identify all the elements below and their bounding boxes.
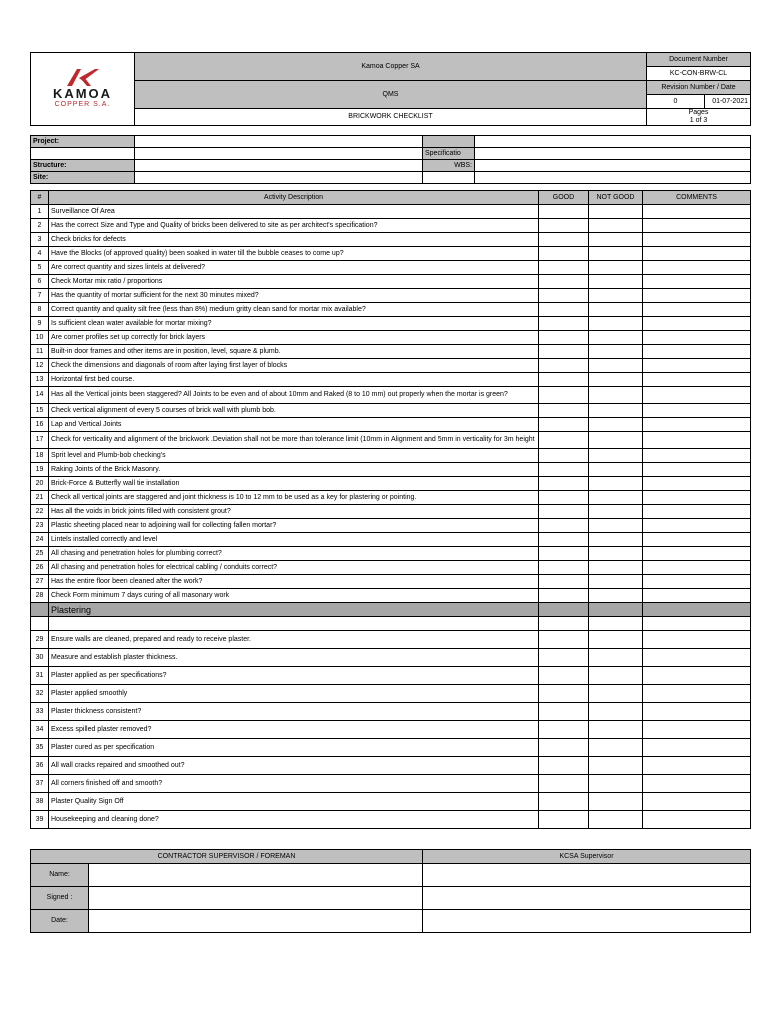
checklist-row [31, 491, 751, 505]
item-number: 33 [31, 703, 49, 721]
structure-field[interactable] [135, 160, 423, 172]
comments-cell[interactable] [643, 331, 751, 345]
not-good-check-cell[interactable] [589, 757, 643, 775]
item-description: Has the quantity of mortar sufficient for the next 30 minutes mixed? [49, 289, 539, 303]
item-number: 21 [31, 491, 49, 505]
item-number: 36 [31, 757, 49, 775]
item-description: Has the correct Size and Type and Quality of bricks been delivered to site as per architect's specification? [49, 219, 539, 233]
activity-checklist [30, 190, 751, 829]
item-description: Surveillance Of Area [49, 205, 539, 219]
item-description: Plaster Quality Sign Off [49, 793, 539, 811]
good-check-cell[interactable] [539, 233, 589, 247]
item-number: 24 [31, 533, 49, 547]
item-description: Check vertical alignment of every 5 courses of brick wall with plumb bob. [49, 404, 539, 418]
item-number: 15 [31, 404, 49, 418]
not-good-check-cell[interactable] [589, 331, 643, 345]
comments-cell[interactable] [643, 703, 751, 721]
good-check-cell[interactable] [539, 739, 589, 757]
checklist-row [31, 575, 751, 589]
logo-subtitle: COPPER S.A. [54, 101, 111, 108]
comments-cell[interactable] [643, 721, 751, 739]
comments-cell[interactable] [643, 219, 751, 233]
wbs-label: WBS: [423, 160, 475, 172]
good-check-cell[interactable] [539, 275, 589, 289]
not-good-check-cell[interactable] [589, 561, 643, 575]
comments-cell[interactable] [643, 373, 751, 387]
kcsa-signature-field[interactable] [423, 887, 751, 910]
comments-cell[interactable] [643, 345, 751, 359]
comments-cell[interactable] [643, 631, 751, 649]
revision-label: Revision Number / Date [647, 81, 751, 95]
comments-cell[interactable] [643, 519, 751, 533]
not-good-check-cell[interactable] [589, 219, 643, 233]
checklist-row [31, 793, 751, 811]
item-number: 19 [31, 463, 49, 477]
not-good-check-cell[interactable] [589, 547, 643, 561]
not-good-check-cell[interactable] [589, 205, 643, 219]
good-check-cell[interactable] [539, 721, 589, 739]
project-label: Project: [31, 136, 135, 148]
project-field[interactable] [135, 136, 423, 148]
item-description: Are corner profiles set up correctly for brick layers [49, 331, 539, 345]
pages-value: 1 of 3 [689, 117, 708, 124]
checklist-row [31, 589, 751, 603]
item-number: 5 [31, 261, 49, 275]
comments-cell[interactable] [643, 463, 751, 477]
not-good-check-cell[interactable] [589, 275, 643, 289]
name-label: Name: [31, 864, 89, 887]
checklist-row [31, 418, 751, 432]
wbs-field[interactable] [475, 160, 751, 172]
item-number: 30 [31, 649, 49, 667]
checklist-row [31, 432, 751, 449]
item-number: 3 [31, 233, 49, 247]
item-description: Check for verticality and alignment of the brickwork .Deviation shall not be more than tolerance limit (10mm in Alignment and 5mm in verticality for 3m height [49, 432, 539, 449]
not-good-check-cell[interactable] [589, 533, 643, 547]
col-not-good-header: NOT GOOD [589, 191, 643, 205]
item-number: 32 [31, 685, 49, 703]
not-good-check-cell[interactable] [589, 793, 643, 811]
item-description: All chasing and penetration holes for plumbing correct? [49, 547, 539, 561]
not-good-check-cell[interactable] [589, 575, 643, 589]
comments-cell[interactable] [643, 667, 751, 685]
item-description: Has all the Vertical joints been staggered? All Joints to be even and of about 10mm and Raked (8 to 10 mm) out properly when the mortar is green? [49, 387, 539, 404]
revision-date: 01-07-2021 [705, 95, 751, 109]
not-good-check-cell[interactable] [589, 703, 643, 721]
item-description: Check Mortar mix ratio / proportions [49, 275, 539, 289]
checklist-row [31, 275, 751, 289]
checklist-row [31, 205, 751, 219]
item-number: 8 [31, 303, 49, 317]
item-number: 23 [31, 519, 49, 533]
good-check-cell[interactable] [539, 703, 589, 721]
comments-cell[interactable] [643, 775, 751, 793]
system-name: QMS [135, 81, 647, 109]
item-number: 12 [31, 359, 49, 373]
item-description: All corners finished off and smooth? [49, 775, 539, 793]
not-good-check-cell[interactable] [589, 631, 643, 649]
good-check-cell[interactable] [539, 589, 589, 603]
item-number: 6 [31, 275, 49, 289]
not-good-check-cell[interactable] [589, 667, 643, 685]
checklist-row [31, 547, 751, 561]
comments-cell[interactable] [643, 533, 751, 547]
item-description: Plastic sheeting placed near to adjoining wall for collecting fallen mortar? [49, 519, 539, 533]
document-header [30, 52, 751, 126]
not-good-check-cell[interactable] [589, 404, 643, 418]
item-number: 34 [31, 721, 49, 739]
item-number: 9 [31, 317, 49, 331]
item-description: All chasing and penetration holes for electrical cabling / conduits correct? [49, 561, 539, 575]
not-good-check-cell[interactable] [589, 519, 643, 533]
col-good-header: GOOD [539, 191, 589, 205]
contractor-name-field[interactable] [89, 864, 423, 887]
checklist-row [31, 261, 751, 275]
comments-cell[interactable] [643, 387, 751, 404]
comments-cell[interactable] [643, 432, 751, 449]
checklist-row [31, 449, 751, 463]
logo-cell [31, 53, 135, 126]
comments-cell[interactable] [643, 404, 751, 418]
checklist-row [31, 233, 751, 247]
comments-cell[interactable] [643, 739, 751, 757]
item-description: Plaster thickness consistent? [49, 703, 539, 721]
comments-cell[interactable] [643, 233, 751, 247]
checklist-row [31, 685, 751, 703]
good-check-cell[interactable] [539, 575, 589, 589]
plastering-section-row [31, 603, 751, 617]
not-good-check-cell[interactable] [589, 477, 643, 491]
checklist-row [31, 505, 751, 519]
item-number: 38 [31, 793, 49, 811]
item-number: 18 [31, 449, 49, 463]
good-check-cell[interactable] [539, 793, 589, 811]
item-number: 25 [31, 547, 49, 561]
item-description: Housekeeping and cleaning done? [49, 811, 539, 829]
structure-label: Structure: [31, 160, 135, 172]
item-number: 31 [31, 667, 49, 685]
good-check-cell[interactable] [539, 331, 589, 345]
signature-block [30, 849, 751, 933]
comments-cell[interactable] [643, 561, 751, 575]
good-check-cell[interactable] [539, 289, 589, 303]
good-check-cell[interactable] [539, 449, 589, 463]
plastering-section-title: Plastering [49, 603, 539, 617]
checklist-row [31, 219, 751, 233]
comments-cell[interactable] [643, 757, 751, 775]
doc-number-label: Document Number [647, 53, 751, 67]
not-good-check-cell[interactable] [589, 491, 643, 505]
comments-cell[interactable] [643, 589, 751, 603]
checklist-row [31, 703, 751, 721]
item-description: Are correct quantity and sizes lintels at delivered? [49, 261, 539, 275]
good-check-cell[interactable] [539, 519, 589, 533]
item-description: Sprit level and Plumb-bob checking's [49, 449, 539, 463]
checklist-row [31, 739, 751, 757]
pages-label: Pages [688, 109, 709, 116]
doc-number: KC-CON-BRW-CL [647, 67, 751, 81]
not-good-check-cell[interactable] [589, 463, 643, 477]
item-description: Is sufficient clean water available for mortar mixing? [49, 317, 539, 331]
item-description: Excess spilled plaster removed? [49, 721, 539, 739]
item-description: Horizontal first bed course. [49, 373, 539, 387]
checklist-row [31, 775, 751, 793]
item-number: 7 [31, 289, 49, 303]
not-good-check-cell[interactable] [589, 345, 643, 359]
item-number: 13 [31, 373, 49, 387]
not-good-check-cell[interactable] [589, 505, 643, 519]
good-check-cell[interactable] [539, 561, 589, 575]
item-number: 4 [31, 247, 49, 261]
item-number: 27 [31, 575, 49, 589]
good-check-cell[interactable] [539, 373, 589, 387]
item-description: Lap and Vertical Joints [49, 418, 539, 432]
good-check-cell[interactable] [539, 533, 589, 547]
checklist-sheet [30, 52, 750, 933]
not-good-check-cell[interactable] [589, 233, 643, 247]
checklist-row [31, 721, 751, 739]
good-check-cell[interactable] [539, 418, 589, 432]
good-check-cell[interactable] [539, 404, 589, 418]
not-good-check-cell[interactable] [589, 317, 643, 331]
not-good-check-cell[interactable] [589, 303, 643, 317]
good-check-cell[interactable] [539, 491, 589, 505]
comments-cell[interactable] [643, 505, 751, 519]
checklist-row [31, 631, 751, 649]
kcsa-date-field[interactable] [423, 910, 751, 933]
not-good-check-cell[interactable] [589, 811, 643, 829]
good-check-cell[interactable] [539, 205, 589, 219]
good-check-cell[interactable] [539, 477, 589, 491]
not-good-check-cell[interactable] [589, 373, 643, 387]
checklist-row [31, 359, 751, 373]
kcsa-supervisor-header: KCSA Supervisor [423, 850, 751, 864]
specification-field[interactable] [475, 148, 751, 160]
comments-cell[interactable] [643, 205, 751, 219]
not-good-check-cell[interactable] [589, 261, 643, 275]
spacer-row [31, 617, 751, 631]
comments-cell[interactable] [643, 247, 751, 261]
comments-cell[interactable] [643, 575, 751, 589]
comments-cell[interactable] [643, 649, 751, 667]
item-number: 1 [31, 205, 49, 219]
item-description: All wall cracks repaired and smoothed out? [49, 757, 539, 775]
item-description: Built-in door frames and other items are in position, level, square & plumb. [49, 345, 539, 359]
good-check-cell[interactable] [539, 631, 589, 649]
good-check-cell[interactable] [539, 685, 589, 703]
good-check-cell[interactable] [539, 387, 589, 404]
good-check-cell[interactable] [539, 359, 589, 373]
checklist-row [31, 345, 751, 359]
col-activity-header: Activity Description [49, 191, 539, 205]
company-name: Kamoa Copper SA [135, 53, 647, 81]
item-number: 11 [31, 345, 49, 359]
item-description: Correct quantity and quality silt free (less than 8%) medium gritty clean sand for mortar mix available? [49, 303, 539, 317]
comments-cell[interactable] [643, 547, 751, 561]
contractor-date-field[interactable] [89, 910, 423, 933]
contractor-signature-field[interactable] [89, 887, 423, 910]
comments-cell[interactable] [643, 261, 751, 275]
site-label: Site: [31, 172, 135, 184]
checklist-row [31, 404, 751, 418]
kcsa-name-field[interactable] [423, 864, 751, 887]
item-number: 16 [31, 418, 49, 432]
date-label: Date: [31, 910, 89, 933]
item-number: 26 [31, 561, 49, 575]
item-number: 37 [31, 775, 49, 793]
not-good-check-cell[interactable] [589, 359, 643, 373]
item-description: Plaster applied as per specifications? [49, 667, 539, 685]
checklist-row [31, 317, 751, 331]
checklist-row [31, 533, 751, 547]
good-check-cell[interactable] [539, 432, 589, 449]
specification-label: Specificatio [423, 148, 475, 160]
checklist-row [31, 811, 751, 829]
kamoa-k-logo-icon [65, 67, 101, 87]
not-good-check-cell[interactable] [589, 449, 643, 463]
document-title: BRICKWORK CHECKLIST [135, 109, 647, 126]
comments-cell[interactable] [643, 793, 751, 811]
contractor-supervisor-header: CONTRACTOR SUPERVISOR / FOREMAN [31, 850, 423, 864]
checklist-row [31, 247, 751, 261]
good-check-cell[interactable] [539, 247, 589, 261]
comments-cell[interactable] [643, 811, 751, 829]
item-number: 17 [31, 432, 49, 449]
not-good-check-cell[interactable] [589, 649, 643, 667]
comments-cell[interactable] [643, 289, 751, 303]
item-description: Lintels installed correctly and level [49, 533, 539, 547]
comments-cell[interactable] [643, 477, 751, 491]
item-number: 2 [31, 219, 49, 233]
item-number: 28 [31, 589, 49, 603]
not-good-check-cell[interactable] [589, 775, 643, 793]
checklist-row [31, 561, 751, 575]
comments-cell[interactable] [643, 275, 751, 289]
item-number: 22 [31, 505, 49, 519]
good-check-cell[interactable] [539, 463, 589, 477]
comments-cell[interactable] [643, 303, 751, 317]
project-info-block [30, 135, 751, 184]
item-description: Check all vertical joints are staggered and joint thickness is 10 to 12 mm to be used as a key for plastering or pointing. [49, 491, 539, 505]
not-good-check-cell[interactable] [589, 387, 643, 404]
col-comments-header: COMMENTS [643, 191, 751, 205]
good-check-cell[interactable] [539, 547, 589, 561]
checklist-row [31, 519, 751, 533]
item-description: Has the entire floor been cleaned after the work? [49, 575, 539, 589]
good-check-cell[interactable] [539, 261, 589, 275]
checklist-row [31, 373, 751, 387]
item-number: 39 [31, 811, 49, 829]
good-check-cell[interactable] [539, 757, 589, 775]
not-good-check-cell[interactable] [589, 589, 643, 603]
good-check-cell[interactable] [539, 317, 589, 331]
good-check-cell[interactable] [539, 811, 589, 829]
pages-cell [647, 109, 751, 126]
not-good-check-cell[interactable] [589, 685, 643, 703]
item-description: Has all the voids in brick joints filled with consistent grout? [49, 505, 539, 519]
good-check-cell[interactable] [539, 219, 589, 233]
item-number: 10 [31, 331, 49, 345]
checklist-row [31, 757, 751, 775]
logo-brand: KAMOA [52, 86, 113, 101]
comments-cell[interactable] [643, 418, 751, 432]
item-description: Brick-Force & Butterfly wall tie installation [49, 477, 539, 491]
not-good-check-cell[interactable] [589, 432, 643, 449]
site-field[interactable] [135, 172, 423, 184]
item-description: Measure and establish plaster thickness. [49, 649, 539, 667]
comments-cell[interactable] [643, 449, 751, 463]
col-number-header: # [31, 191, 49, 205]
checklist-row [31, 331, 751, 345]
checklist-row [31, 387, 751, 404]
not-good-check-cell[interactable] [589, 721, 643, 739]
signed-label: Signed : [31, 887, 89, 910]
item-number: 20 [31, 477, 49, 491]
good-check-cell[interactable] [539, 775, 589, 793]
comments-cell[interactable] [643, 685, 751, 703]
checklist-row [31, 303, 751, 317]
item-description: Raking Joints of the Brick Masonry. [49, 463, 539, 477]
checklist-row [31, 477, 751, 491]
checklist-row [31, 289, 751, 303]
good-check-cell[interactable] [539, 345, 589, 359]
comments-cell[interactable] [643, 359, 751, 373]
not-good-check-cell[interactable] [589, 289, 643, 303]
revision-number: 0 [647, 95, 705, 109]
company-logo [32, 63, 134, 115]
item-description: Plaster applied smoothly [49, 685, 539, 703]
item-number: 35 [31, 739, 49, 757]
good-check-cell[interactable] [539, 649, 589, 667]
checklist-row [31, 667, 751, 685]
not-good-check-cell[interactable] [589, 739, 643, 757]
not-good-check-cell[interactable] [589, 418, 643, 432]
item-description: Ensure walls are cleaned, prepared and ready to receive plaster. [49, 631, 539, 649]
item-description: Check the dimensions and diagonals of room after laying first layer of blocks [49, 359, 539, 373]
item-description: Check bricks for defects [49, 233, 539, 247]
good-check-cell[interactable] [539, 303, 589, 317]
comments-cell[interactable] [643, 317, 751, 331]
comments-cell[interactable] [643, 491, 751, 505]
item-description: Plaster cured as per specification [49, 739, 539, 757]
checklist-row [31, 649, 751, 667]
good-check-cell[interactable] [539, 667, 589, 685]
item-number: 29 [31, 631, 49, 649]
not-good-check-cell[interactable] [589, 247, 643, 261]
checklist-row [31, 463, 751, 477]
good-check-cell[interactable] [539, 505, 589, 519]
item-description: Have the Blocks (of approved quality) been soaked in water till the bubble ceases to come up? [49, 247, 539, 261]
item-description: Check Form minimum 7 days curing of all masonary work [49, 589, 539, 603]
item-number: 14 [31, 387, 49, 404]
